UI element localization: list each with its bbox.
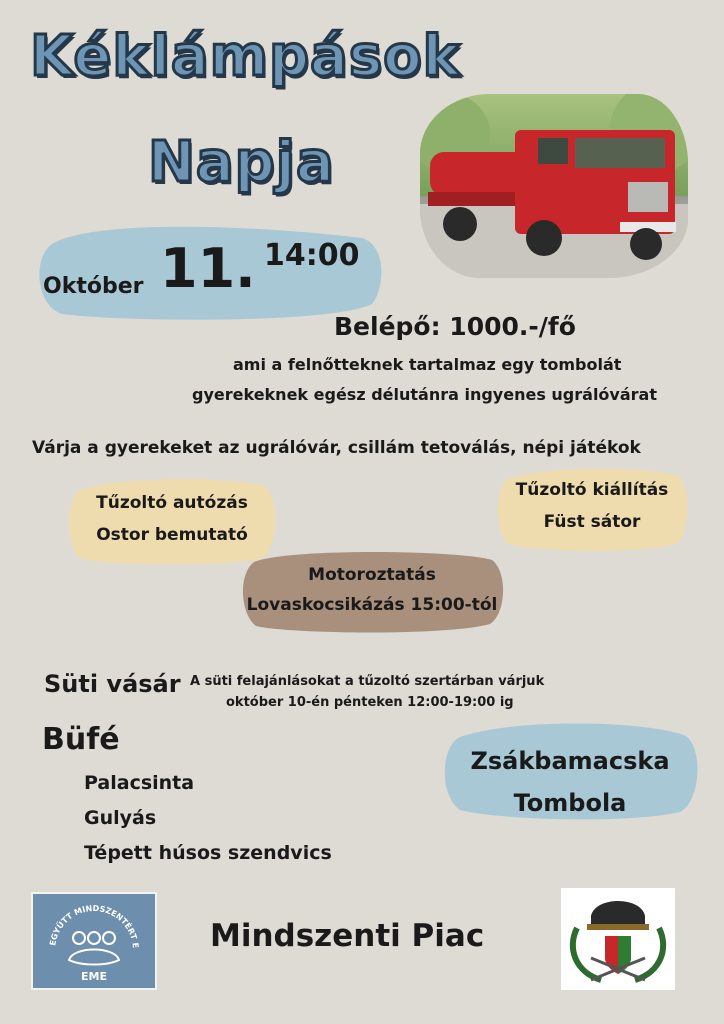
activity-list-right [494,474,690,538]
title-line-1: Kéklámpások [30,24,461,89]
buffet-title: Büfé [42,722,120,757]
svg-text:EGYÜTT MINDSZENTÉRT EGYESÜLET [33,894,140,949]
date-time: 14:00 [264,238,360,273]
raffle-item: Zsákbamacska [470,747,670,775]
eme-logo [31,892,157,990]
buffet-item: Palacsinta [84,772,195,794]
activity-item: Lovaskocsikázás 15:00-tól [246,595,498,615]
venue-name: Mindszenti Piac [210,918,485,954]
eme-ring-text: EGYÜTT MINDSZENTÉRT E [48,903,141,949]
date-day: 11. [160,237,256,300]
activity-item: Ostor bemutató [96,525,248,545]
entry-price: Belépő: 1000.-/fő [334,312,576,341]
buffet-item: Tépett húsos szendvics [84,842,332,864]
bake-sale-line-1: A süti felajánlásokat a tűzoltó szertárban várjuk [190,674,545,689]
bake-sale-title: Süti vásár [44,670,181,698]
activity-item: Tűzoltó kiállítás [515,480,669,500]
firefighter-crest [561,888,675,990]
eme-abbr: EME [81,970,107,983]
activity-item: Motoroztatás [308,565,436,585]
fire-truck-photo [420,94,688,278]
activity-item: Tűzoltó autózás [96,493,248,513]
activity-list-left [64,487,280,551]
date-month: Október [43,274,144,299]
bake-sale-line-2: október 10-én pénteken 12:00-19:00 ig [226,695,514,710]
entry-note-kids: gyerekeknek egész délutánra ingyenes ugrálóvárat [192,385,657,404]
raffle-list [438,740,702,824]
intro-text: Várja a gyerekeket az ugrálóvár, csillám tetoválás, népi játékok [32,438,641,458]
activity-list-middle [238,560,506,620]
buffet-list [84,766,332,871]
buffet-item: Gulyás [84,807,157,829]
activity-item: Füst sátor [543,512,641,532]
raffle-item: Tombola [513,789,627,817]
entry-note-adults: ami a felnőtteknek tartalmaz egy tombolát [233,355,622,374]
title-line-2: Napja [148,130,335,195]
